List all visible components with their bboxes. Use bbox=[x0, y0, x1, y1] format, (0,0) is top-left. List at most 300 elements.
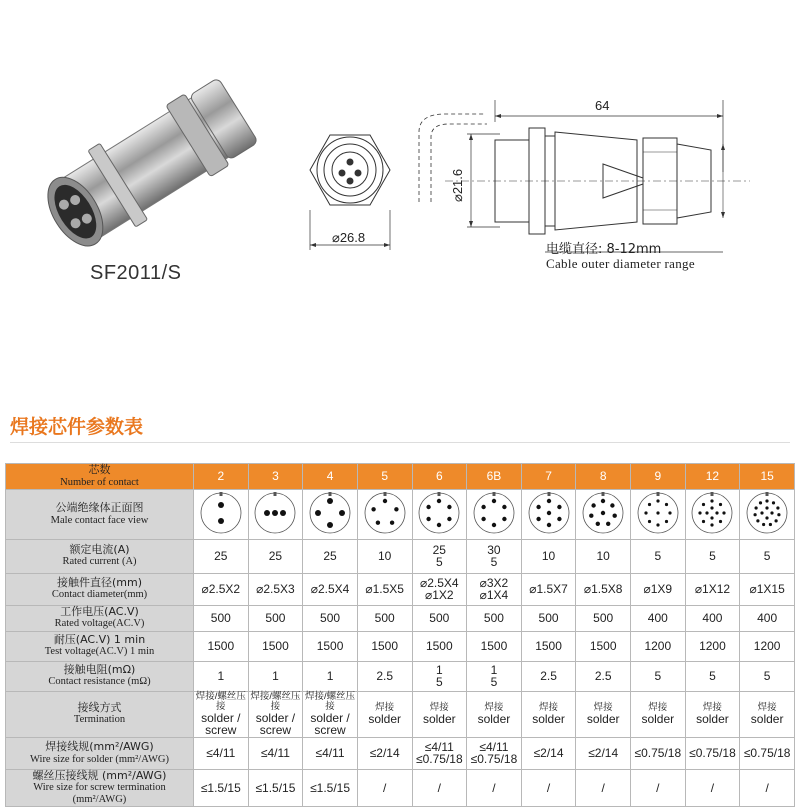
table-cell bbox=[740, 539, 795, 573]
pin-dot bbox=[481, 517, 485, 521]
column-header: 6B bbox=[467, 464, 522, 490]
table-cell bbox=[576, 661, 631, 691]
pin-dot bbox=[665, 503, 668, 506]
row-label-cn: 公端绝缘体正面图 bbox=[55, 500, 144, 514]
cell-value: 500 bbox=[593, 610, 614, 625]
cell-value: ⌀1X12 bbox=[694, 581, 731, 596]
column-header: 15 bbox=[740, 464, 795, 490]
cell-value: 500 bbox=[265, 610, 286, 625]
cell-value: / bbox=[656, 780, 660, 795]
cell-value: / bbox=[437, 780, 441, 795]
row-label bbox=[6, 691, 194, 737]
cell-value: 5 bbox=[654, 668, 662, 683]
table-cell bbox=[248, 661, 303, 691]
table-cell bbox=[467, 605, 522, 631]
cell-value: ⌀1.5X7 bbox=[529, 581, 568, 596]
cell-value: ≤2/14 bbox=[533, 745, 564, 760]
pin-dot bbox=[772, 501, 775, 504]
section-title: 焊接芯件参数表 bbox=[10, 416, 144, 438]
cell-value: ⌀2.5X4 bbox=[310, 581, 350, 596]
table-cell bbox=[357, 691, 412, 737]
cell-value: 5 bbox=[654, 548, 662, 563]
row-label-cn: 接线方式 bbox=[77, 700, 122, 714]
cell-value: solder / screw bbox=[201, 710, 241, 738]
table-row bbox=[6, 691, 795, 737]
table-cell bbox=[248, 691, 303, 737]
table-cell bbox=[303, 661, 358, 691]
table-cell bbox=[521, 539, 576, 573]
pin-dot bbox=[755, 506, 758, 509]
table-cell bbox=[194, 631, 249, 661]
table-cell bbox=[740, 661, 795, 691]
cell-value: 1 bbox=[217, 668, 225, 683]
pin-dot bbox=[716, 511, 719, 514]
front-diameter-label: ⌀26.8 bbox=[332, 230, 366, 245]
pin-dot bbox=[699, 511, 702, 514]
table-cell bbox=[412, 661, 467, 691]
table-row bbox=[6, 631, 795, 661]
table-cell bbox=[467, 737, 522, 769]
table-cell bbox=[576, 737, 631, 769]
pin-dot bbox=[375, 521, 379, 525]
cell-value: solder bbox=[750, 711, 784, 726]
row-label-en: Wire size for solder (mm²/AWG) bbox=[30, 753, 169, 765]
cell-value: 1500 bbox=[262, 638, 289, 653]
cell-value: 1500 bbox=[316, 638, 344, 653]
pin-dot bbox=[648, 520, 651, 523]
table-cell bbox=[521, 691, 576, 737]
body-diameter-label: ⌀21.6 bbox=[450, 168, 465, 202]
cell-value: solder bbox=[641, 711, 675, 726]
cell-value: 1 bbox=[435, 662, 443, 677]
pin-dot bbox=[502, 517, 506, 521]
table-cell bbox=[740, 573, 795, 605]
table-cell bbox=[303, 573, 358, 605]
pin-dot bbox=[339, 510, 345, 516]
cell-value: ≤0.75/18 bbox=[743, 745, 791, 760]
cell-value: 1 bbox=[272, 668, 279, 683]
cell-value: 焊接 bbox=[484, 701, 504, 713]
row-label bbox=[6, 661, 194, 691]
pin-face-icon bbox=[687, 490, 737, 536]
pin-dot bbox=[756, 519, 759, 522]
pin-dot bbox=[601, 499, 605, 503]
cell-value: 2.5 bbox=[594, 668, 612, 683]
table-cell bbox=[631, 769, 686, 807]
row-label bbox=[6, 490, 194, 540]
face-view-cell bbox=[740, 490, 795, 540]
cell-value: 25 bbox=[214, 548, 228, 563]
table-row bbox=[6, 490, 795, 540]
table-cell bbox=[685, 539, 740, 573]
table-cell bbox=[467, 661, 522, 691]
table-cell bbox=[576, 631, 631, 661]
pin-dot bbox=[719, 520, 722, 523]
pin-dot bbox=[665, 520, 668, 523]
row-label-en: Contact diameter(mm) bbox=[51, 589, 148, 601]
column-header: 7 bbox=[521, 464, 576, 490]
face-view-cell bbox=[303, 490, 358, 540]
table-cell bbox=[685, 661, 740, 691]
row-label-en: Rated current (A) bbox=[62, 556, 137, 568]
cell-value: / bbox=[765, 780, 769, 795]
cell-value: 400 bbox=[647, 610, 668, 625]
table-cell bbox=[194, 737, 249, 769]
table-cell bbox=[521, 769, 576, 807]
cell-value: 焊接 bbox=[539, 701, 559, 713]
cell-value: ⌀1X15 bbox=[749, 581, 785, 596]
pin-face-icon bbox=[469, 490, 519, 536]
cell-value: 1500 bbox=[589, 638, 617, 653]
cell-value: 1200 bbox=[753, 638, 781, 653]
cell-value: 1 bbox=[326, 668, 334, 683]
table-cell bbox=[467, 539, 522, 573]
column-header: 5 bbox=[357, 464, 412, 490]
table-cell bbox=[740, 631, 795, 661]
pin-dot bbox=[719, 503, 722, 506]
table-cell bbox=[740, 605, 795, 631]
cell-value: 焊接/螺丝压接 bbox=[304, 690, 356, 712]
pin-dot bbox=[448, 517, 452, 521]
cell-value: 500 bbox=[210, 610, 231, 625]
table-cell bbox=[357, 573, 412, 605]
table-row bbox=[6, 661, 795, 691]
column-header: 2 bbox=[194, 464, 249, 490]
table-cell bbox=[248, 769, 303, 807]
pin-dot bbox=[776, 506, 779, 509]
row-label-cn: 接触电阻(mΩ) bbox=[63, 662, 136, 676]
cell-value: solder bbox=[477, 711, 511, 726]
pin-dot bbox=[610, 503, 614, 507]
cell-value: / bbox=[492, 780, 496, 795]
pin-dot bbox=[327, 522, 333, 528]
table-cell bbox=[303, 539, 358, 573]
table-cell bbox=[194, 769, 249, 807]
table-cell bbox=[248, 539, 303, 573]
pin-dot bbox=[766, 506, 769, 509]
cell-value: / bbox=[601, 780, 605, 795]
table-cell bbox=[576, 691, 631, 737]
table-row bbox=[6, 573, 795, 605]
cell-value: 30 bbox=[487, 542, 501, 557]
face-view-cell bbox=[467, 490, 522, 540]
pin-dot bbox=[546, 511, 550, 515]
table-row bbox=[6, 539, 795, 573]
pin-dot bbox=[327, 498, 333, 504]
cell-value: ⌀2.5X4 bbox=[420, 575, 459, 590]
pin-dot bbox=[711, 499, 714, 502]
pin-dot bbox=[218, 502, 224, 508]
table-cell bbox=[685, 573, 740, 605]
cell-value: ≤0.75/18 bbox=[689, 745, 736, 760]
table-cell bbox=[467, 573, 522, 605]
cell-value: / bbox=[710, 780, 715, 795]
face-view-cell bbox=[357, 490, 412, 540]
table-row bbox=[6, 769, 795, 807]
cell-value: 1200 bbox=[644, 638, 672, 653]
face-view-cell bbox=[685, 490, 740, 540]
cell-value: ≤1.5/15 bbox=[200, 780, 241, 795]
table-cell bbox=[303, 691, 358, 737]
table-cell bbox=[685, 769, 740, 807]
pin-face-icon bbox=[360, 490, 410, 536]
row-label-en: Contact resistance (mΩ) bbox=[48, 676, 151, 688]
cell-value: solder bbox=[586, 711, 620, 726]
table-cell bbox=[303, 769, 358, 807]
cell-value: ≤1.5/15 bbox=[255, 780, 296, 795]
table-cell bbox=[685, 691, 740, 737]
pin-dot bbox=[668, 511, 671, 514]
table-cell bbox=[467, 691, 522, 737]
cell-value: 1500 bbox=[535, 638, 562, 653]
column-header: 12 bbox=[685, 464, 740, 490]
front-view-drawing bbox=[290, 115, 410, 265]
cell-value: 焊接 bbox=[702, 701, 722, 713]
cell-value: 25 bbox=[268, 548, 283, 563]
face-view-cell bbox=[576, 490, 631, 540]
pin-dot bbox=[775, 519, 778, 522]
cell-value: 25 bbox=[323, 548, 337, 563]
cell-value: 500 bbox=[483, 610, 504, 625]
row-label bbox=[6, 631, 194, 661]
pin-dot bbox=[761, 511, 764, 514]
pin-dot bbox=[481, 505, 485, 509]
pin-face-icon bbox=[633, 490, 683, 536]
cell-value: 5 bbox=[490, 555, 498, 570]
table-cell bbox=[631, 691, 686, 737]
table-cell bbox=[357, 737, 412, 769]
cell-value: solder / screw bbox=[255, 710, 296, 738]
cell-value: solder bbox=[532, 711, 565, 726]
spec-table bbox=[5, 463, 795, 807]
column-header: 8 bbox=[576, 464, 631, 490]
pin-dot bbox=[771, 511, 774, 514]
pin-dot bbox=[280, 510, 286, 516]
pin-dot bbox=[427, 517, 431, 521]
pin-dot bbox=[536, 517, 540, 521]
table-cell bbox=[631, 661, 686, 691]
cable-range-en: Cable outer diameter range bbox=[546, 256, 695, 271]
row-label bbox=[6, 737, 194, 769]
header-label-en: Number of contact bbox=[60, 476, 139, 488]
cell-value: 焊接/螺丝压接 bbox=[250, 690, 301, 712]
pin-dot bbox=[589, 514, 593, 518]
table-cell bbox=[412, 769, 467, 807]
table-cell bbox=[248, 631, 303, 661]
cell-value: 1500 bbox=[371, 638, 399, 653]
cell-value: ≤2/14 bbox=[588, 745, 619, 760]
cell-value: 5 bbox=[763, 668, 771, 683]
cell-value: 1500 bbox=[480, 638, 508, 653]
cell-value: solder / screw bbox=[310, 710, 350, 738]
cell-value: solder bbox=[422, 711, 456, 726]
cell-value: 1 bbox=[490, 662, 498, 677]
cell-value: 2.5 bbox=[376, 668, 394, 683]
table-cell bbox=[576, 769, 631, 807]
table-cell bbox=[685, 605, 740, 631]
cell-value: ⌀1.5X8 bbox=[583, 581, 623, 596]
table-cell bbox=[412, 605, 467, 631]
table-cell bbox=[194, 605, 249, 631]
pin-face-icon bbox=[742, 490, 792, 536]
pin-dot bbox=[502, 505, 506, 509]
pin-dot bbox=[390, 521, 394, 525]
table-cell bbox=[357, 661, 412, 691]
cell-value: 焊接 bbox=[375, 701, 395, 713]
cell-value: ≤1.5/15 bbox=[310, 780, 351, 795]
table-cell bbox=[194, 573, 249, 605]
row-label-en: Wire size for screw termination (mm²/AWG) bbox=[33, 782, 166, 806]
face-view-cell bbox=[521, 490, 576, 540]
table-cell bbox=[248, 737, 303, 769]
cell-value: ≤0.75/18 bbox=[470, 752, 518, 767]
row-label-cn: 焊接线规(mm²/AWG) bbox=[45, 739, 154, 753]
cell-value: 焊接 bbox=[429, 701, 449, 713]
column-header: 6 bbox=[412, 464, 467, 490]
pin-dot bbox=[711, 516, 714, 519]
cell-value: 1500 bbox=[425, 638, 453, 653]
table-cell bbox=[412, 737, 467, 769]
pin-dot bbox=[613, 514, 617, 518]
cell-value: / bbox=[383, 780, 387, 795]
header-label bbox=[6, 464, 194, 490]
cell-value: ⌀1X2 bbox=[425, 588, 454, 603]
table-cell bbox=[357, 631, 412, 661]
pin-dot bbox=[723, 511, 726, 514]
pin-dot bbox=[536, 505, 540, 509]
pin-dot bbox=[656, 523, 659, 526]
cell-value: 1500 bbox=[207, 638, 235, 653]
cell-value: 1200 bbox=[699, 638, 726, 653]
row-label bbox=[6, 573, 194, 605]
pin-dot bbox=[766, 499, 769, 502]
row-label-en: Test voltage(AC.V) 1 min bbox=[44, 646, 155, 658]
row-label-en: Rated voltage(AC.V) bbox=[54, 618, 145, 630]
pin-face-icon bbox=[305, 490, 355, 536]
pin-dot bbox=[492, 523, 496, 527]
model-label: SF2011/S bbox=[90, 262, 182, 284]
table-cell bbox=[685, 631, 740, 661]
cell-value: 焊接 bbox=[648, 701, 668, 713]
pin-dot bbox=[557, 517, 561, 521]
row-label-en: Male contact face view bbox=[50, 514, 149, 526]
cell-value: 500 bbox=[320, 610, 341, 625]
pin-dot bbox=[759, 501, 762, 504]
length-label: 64 bbox=[595, 98, 610, 113]
pin-dot bbox=[272, 510, 278, 516]
cell-value: 25 bbox=[432, 542, 446, 557]
cell-value: 10 bbox=[541, 548, 556, 563]
cell-value: / bbox=[546, 780, 551, 795]
pin-dot bbox=[264, 510, 270, 516]
table-cell bbox=[357, 769, 412, 807]
cable-range-cn: 电缆直径: 8-12mm bbox=[546, 242, 662, 257]
table-cell bbox=[303, 605, 358, 631]
table-cell bbox=[740, 737, 795, 769]
table-cell bbox=[521, 573, 576, 605]
table-row bbox=[6, 737, 795, 769]
cell-value: 5 bbox=[709, 668, 716, 683]
table-header-row bbox=[6, 464, 795, 490]
table-cell bbox=[740, 691, 795, 737]
face-view-cell bbox=[194, 490, 249, 540]
cell-value: 焊接 bbox=[593, 701, 613, 713]
table-cell bbox=[467, 631, 522, 661]
table-cell bbox=[576, 605, 631, 631]
row-label bbox=[6, 769, 194, 807]
pin-dot bbox=[706, 511, 709, 514]
pin-dot bbox=[711, 506, 714, 509]
pin-dot bbox=[702, 503, 705, 506]
table-cell bbox=[248, 573, 303, 605]
cell-value: ⌀2.5X2 bbox=[201, 581, 241, 596]
row-label-cn: 工作电压(AC.V) bbox=[60, 604, 139, 618]
title-divider bbox=[10, 442, 790, 443]
pin-dot bbox=[315, 510, 321, 516]
connector-photo-icon bbox=[20, 55, 280, 270]
pin-dot bbox=[656, 511, 659, 514]
column-header: 4 bbox=[303, 464, 358, 490]
table-cell bbox=[194, 691, 249, 737]
cell-value: ≤0.75/18 bbox=[416, 752, 463, 767]
pin-dot bbox=[592, 503, 596, 507]
table-cell bbox=[412, 573, 467, 605]
table-cell bbox=[357, 539, 412, 573]
table-cell bbox=[412, 691, 467, 737]
cell-value: ≤4/11 bbox=[206, 745, 236, 760]
cell-value: 500 bbox=[429, 610, 450, 625]
table-cell bbox=[194, 661, 249, 691]
header-label-cn: 芯数 bbox=[88, 463, 111, 477]
pin-face-icon bbox=[578, 490, 628, 536]
pin-dot bbox=[437, 523, 441, 527]
pin-dot bbox=[546, 499, 550, 503]
table-cell bbox=[521, 737, 576, 769]
cell-value: ≤4/11 bbox=[260, 745, 290, 760]
cell-value: ≤2/14 bbox=[369, 745, 400, 760]
row-label-cn: 额定电流(A) bbox=[69, 542, 130, 556]
pin-dot bbox=[702, 520, 705, 523]
table-cell bbox=[631, 631, 686, 661]
table-cell bbox=[740, 769, 795, 807]
table-cell bbox=[576, 539, 631, 573]
pin-dot bbox=[754, 513, 757, 516]
pin-dot bbox=[437, 499, 441, 503]
pin-dot bbox=[371, 507, 375, 511]
table-cell bbox=[412, 631, 467, 661]
face-view-cell bbox=[631, 490, 686, 540]
face-view-cell bbox=[412, 490, 467, 540]
table-cell bbox=[521, 661, 576, 691]
table-cell bbox=[685, 737, 740, 769]
pin-dot bbox=[601, 511, 605, 515]
cell-value: 5 bbox=[709, 548, 716, 563]
table-cell bbox=[521, 631, 576, 661]
cell-value: ⌀1.5X5 bbox=[365, 581, 404, 596]
cell-value: 5 bbox=[435, 675, 443, 690]
table-cell bbox=[248, 605, 303, 631]
table-cell bbox=[631, 539, 686, 573]
table-cell bbox=[521, 605, 576, 631]
cell-value: 500 bbox=[538, 610, 559, 625]
pin-face-icon bbox=[250, 490, 300, 536]
row-label-cn: 螺丝压接线规 (mm²/AWG) bbox=[32, 768, 167, 782]
table-cell bbox=[357, 605, 412, 631]
pin-dot bbox=[596, 522, 600, 526]
table-cell bbox=[412, 539, 467, 573]
table-row bbox=[6, 605, 795, 631]
row-label-cn: 接触件直径(mm) bbox=[56, 575, 142, 589]
